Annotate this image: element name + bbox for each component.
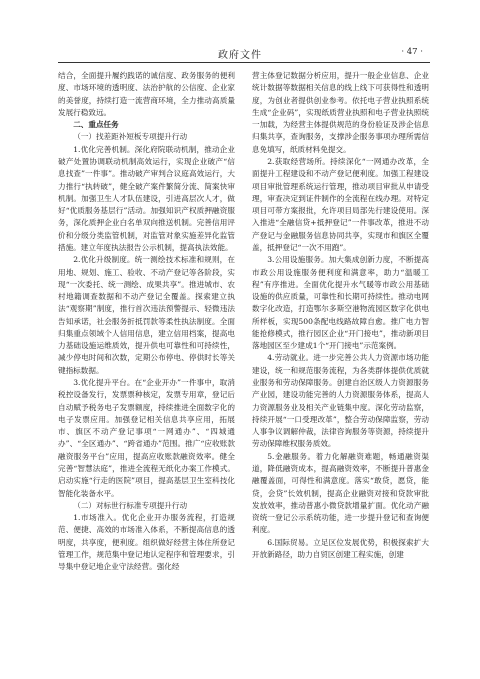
paragraph: 4.劳动就业。进一步完善公共人力资源市场功能建设，统一和规范服务流程，为各类群体提供优质就业服务和劳动保障服务。创建自治区级人力资源服务产业园，建设功能完善的人力资源服务体系，提高人力资源服务业及相关产业链集中度。深化劳动监察，持续开展“一口受理改革”，整合劳动保障监察，劳动人事争议调解仲裁，法律咨询服务等资源，持续提升劳动保障维权服务质效。	[252, 353, 429, 449]
paragraph: 1.优化完善机制。深化府院联动机制，推动企业破产处置协调联动机制高效运行，实现企业破产“信息找查”一件事”。推动破产审判合议庭高效运行，大力推行“执转破”，健全破产案件繁简分流、简案快审机制。加强卫生人才队伍建设，引进高层次人才，做好“优质服务基层行”活动。加强知识产权质押融资服务，深化质押企业白名单双向推送机制。完善信用评价和分级分类监管机制，对监管对象实施差异化监管措施。建立年度执法报告公示机制，提高执法效能。	[58, 144, 235, 252]
paragraph: 营主体登记数据分析应用，提升一般企业信息、企业统计数据等数据相关信息的线上线下可获得性和透明度，为创业者提供创业参考。依托电子营业执照系统生成“企业码”，实现纸质营业执照和电子营业执照统一加载，为经营主体提供规范的身份验证及涉企信息归集共享，查询服务，支撑涉企服务事项办理所需信息免填写，纸质材料免提交。	[252, 71, 429, 154]
paragraph: 2.优化升级制度。统一测绘技术标准和规则，在用地、规划、施工、验收、不动产登记等各阶段，实现“一次委托、统一测绘、成果共享”。推进城市、农村地籍调查数据和不动产登记全覆盖。探索建立执法“观察期”制度，推行首次违法预警提示、轻微违法告知承诺，社会服务折抵罚款等柔性执法制度。全面归集重点领域个人信用信息，建立信用档案，提高电力基础设施运维质效，提升供电可靠性和可持续性，减少停电时间和次数，定期公布停电、停供时长等关键指标数据。	[58, 255, 235, 375]
paragraph: 2.获取经营场所。持续深化“一网通办改革，全面提升工程建设和不动产登记便利度。加强工程建设项目审批管理系统运行管理，推动项目审批从申请受理，审查决定到证件制作的全流程在线办理。对特定项目可带方案报批，允许项目局部先行建设使用。深入推进“全融信贷+抵押登记”一件事改革，推进不动产登记与金融服务信息协同共享，实现市和旗区全覆盖，抵押登记“一次不用跑”。	[252, 156, 429, 252]
paragraph: 5.金融服务。着力化解融资难题，畅通融资渠道，降低融资成本，提高融资效率，不断提升普惠金融覆盖面，可得性和满意度。落实“敢贷，愿贷，能贷，会贷”长效机制，提高企业融资对接和贷款审批发放效率，推动普惠小微贷款增量扩面。优化动产融资统一登记公示系统功能，进一步提升登记和查询便利度。	[252, 451, 429, 535]
paragraph: 3.公用设施服务。加大集成创新力度，不断提高市政公用设施服务便利度和满意率，助力“温暖工程”有序推进。全面优化提升水气暖等市政公用基础设施的供应质量，可靠性和长期可持续性。推动电网数字化改造，打造鄂尔多斯空港物流园区数字化供电所样板，实现500条配电线路故障自愈。推广电力智能抢修模式，推行园区企业“开门接电”，推动新项目落地园区至少建成1个“开门接电”示范案例。	[252, 255, 429, 351]
paragraph: 1.市场准入。优化企业开办服务流程，打造规范、便捷、高效的市场准入体系，不断提高信息的透明度，共享度，便利度。组织做好经营主体住所登记管理工作，规范集中登记地认定程序和管理要求，引导集中登记地企业守法经营。强化经	[58, 513, 235, 572]
page-number: · 47 ·	[401, 47, 423, 57]
paragraph: 结合，全面提升履约践诺的诚信度、政务服务的便利度、市场环境的透明度、法治护航的公信度、企业家的美誉度，持续打造一流营商环境，全力推动高质量发展行稳致远。	[58, 71, 235, 117]
right-text-column	[252, 70, 429, 561]
subsection-heading: （一）找差距补短板专项提升行动	[73, 132, 188, 142]
subsection-heading: （二）对标世行标准专项提升行动	[73, 500, 188, 510]
section-heading: 二、重点任务	[73, 120, 119, 130]
paragraph: 6.国际贸易。立足区位发展优势，积极探索扩大开放新路径，助力自贸区创建工程实施，创建	[252, 537, 429, 559]
page-header-title: 政府文件	[218, 50, 262, 61]
header-divider	[58, 62, 430, 63]
paragraph: 3.优化提升平台。在“企业开办”一件事中，取消税控设备发行，发票票种核定，发票专用章，登记后自动赋予税务电子发票额度，持续推进全面数字化的电子发票应用。加强登记相关信息共享应用，拓展市、旗区不动产登记事项“一网通办”、“四城通办”、“全区通办”、“跨省通办”范围。推广“应收账款融资服务平台”应用，提高应收账款融资效率。健全完善“智慧法庭”，推进全流程无纸化办案工作模式。启动实施“行走的医院”项目，提高基层卫生室科技化智能化装备水平。	[58, 378, 235, 498]
left-text-column	[58, 70, 235, 574]
